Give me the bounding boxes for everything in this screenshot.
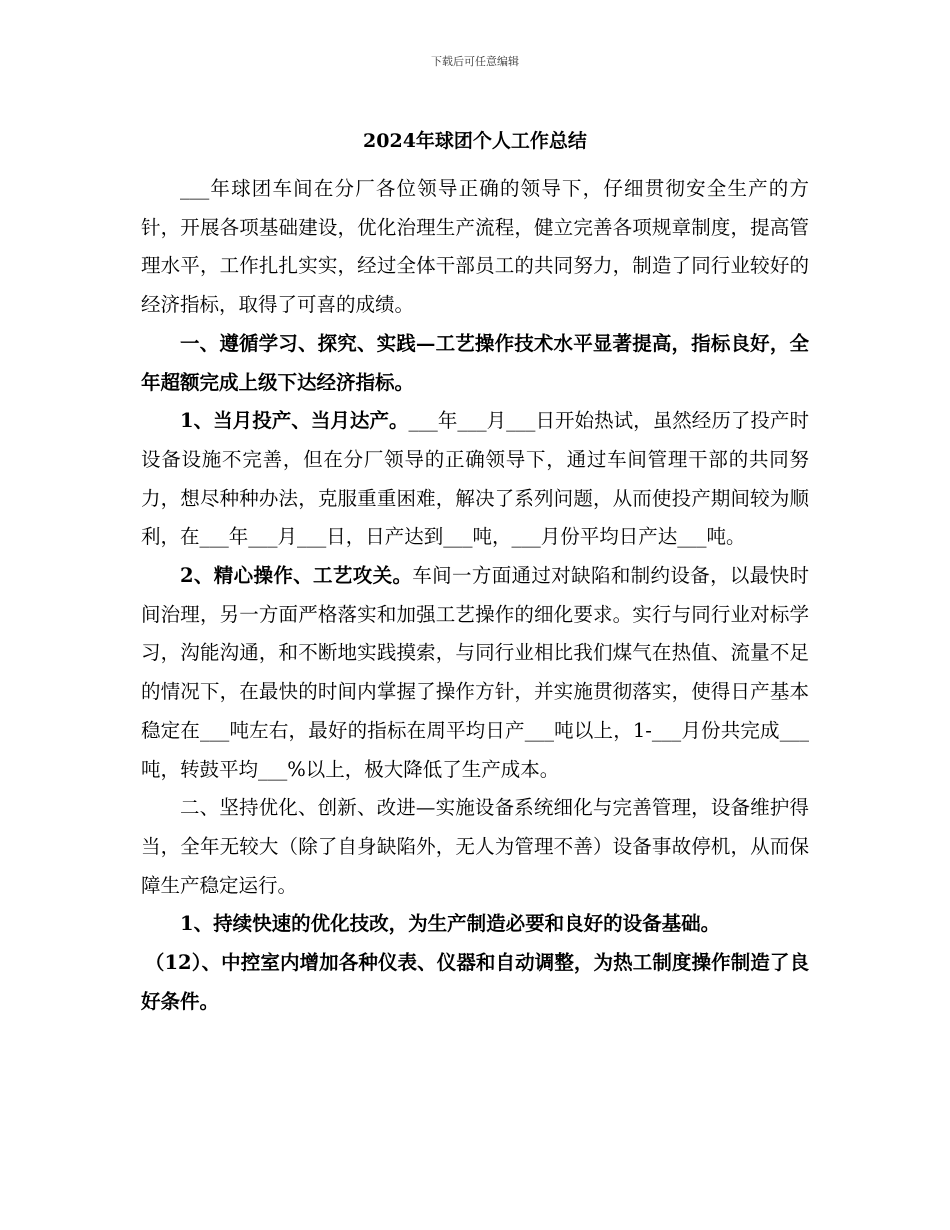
item-4-heading	[141, 944, 809, 1021]
item-1-paragraph	[141, 402, 809, 557]
item-2-lead: 2、精心操作、工艺攻关。	[180, 564, 413, 588]
document-body	[141, 170, 809, 1021]
item-2-body: 车间一方面通过对缺陷和制约设备，以最快时间治理，另一方面严格落实和加强工艺操作的细化要求。实行与同行业对标学习，沟能沟通，和不断地实践摸索，与同行业相比我们煤气在热值、流量不足的情况下，在最快的时间内掌握了操作方针，并实施贯彻落实，使得日产基本稳定在___吨左右，最好的指标在周平均日产___吨以上，1-___月份共完成___吨，转鼓平均___%以上，极大降低了生产成本。	[141, 564, 809, 781]
section-1-heading: 一、遵循学习、探究、实践—工艺操作技术水平显著提高，指标良好，全年超额完成上级下达经济指标。	[141, 331, 809, 394]
page-header-note: 下载后可任意编辑	[431, 55, 519, 68]
item-1-body: ___年___月___日开始热试，虽然经历了投产时设备设施不完善，但在分厂领导的正确领导下，通过车间管理干部的共同努力，想尽种种办法，克服重重困难，解决了系列问题，从而使投产期间较为顺利，在___年___月___日，日产达到___吨，___月份平均日产达___吨。	[141, 409, 809, 549]
item-1-lead: 1、当月投产、当月达产。	[180, 409, 409, 433]
item-3-heading: 1、持续快速的优化技改，为生产制造必要和良好的设备基础。	[180, 912, 721, 936]
intro-paragraph: ___年球团车间在分厂各位领导正确的领导下，仔细贯彻安全生产的方针，开展各项基础建设，优化治理生产流程，健立完善各项规章制度，提高管理水平，工作扎扎实实，经过全体干部员工的共同努力，制造了同行业较好的经济指标，取得了可喜的成绩。	[141, 177, 809, 317]
section-2-paragraph: 二、坚持优化、创新、改进—实施设备系统细化与完善管理，设备维护得当，全年无较大（除了自身缺陷外，无人为管理不善）设备事故停机，从而保障生产稳定运行。	[141, 796, 809, 897]
item-4-text: （12）、中控室内增加各种仪表、仪器和自动调整，为热工制度操作制造了良好条件。	[141, 951, 809, 1013]
item-2-paragraph	[141, 557, 809, 789]
page-title: 2024年球团个人工作总结	[363, 130, 587, 152]
